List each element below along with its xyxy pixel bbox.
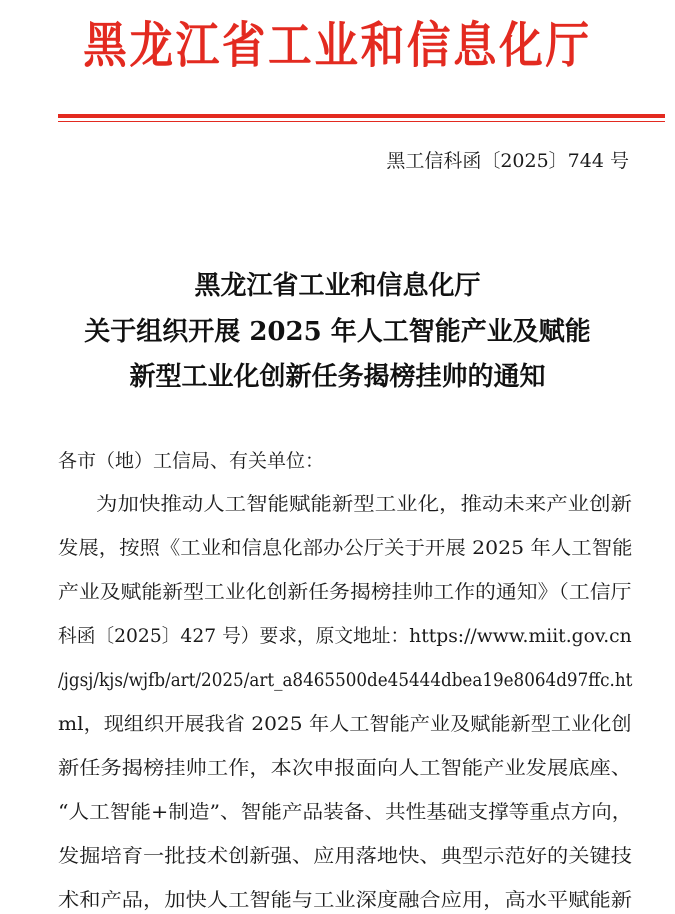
document-number: 黑工信科函〔2025〕744 号 — [386, 150, 629, 172]
notice-title-line-2: 关于组织开展 2025 年人工智能产业及赋能 — [84, 317, 591, 347]
masthead-rule-thin — [58, 121, 665, 122]
masthead-title: 黑龙江省工业和信息化厅 — [83, 16, 592, 74]
notice-title-line-3: 新型工业化创新任务揭榜挂帅的通知 — [129, 362, 546, 392]
addressee: 各市（地）工信局、有关单位： — [58, 450, 325, 472]
body-line: 科函〔2025〕427 号）要求，原文地址：https://www.miit.gov.cn — [58, 625, 632, 647]
body-line: 发掘培育一批技术创新强、应用落地快、典型示范好的关键技 — [58, 845, 633, 867]
body-line: ml，现组织开展我省 2025 年人工智能产业及赋能新型工业化创 — [58, 713, 632, 735]
body-line: 产业及赋能新型工业化创新任务揭榜挂帅工作的通知》（工信厅 — [58, 581, 632, 603]
body-line: 术和产品，加快人工智能与工业深度融合应用，高水平赋能新 — [58, 889, 633, 911]
masthead-rule-thick — [58, 114, 665, 118]
notice-title-line-1: 黑龙江省工业和信息化厅 — [194, 271, 481, 301]
body-line: /jgsj/kjs/wjfb/art/2025/art_a8465500de45444dbea19e8064d97ffc.ht — [58, 669, 633, 691]
body-line: 新任务揭榜挂帅工作，本次申报面向人工智能产业发展底座、 — [58, 757, 633, 779]
body-line: “人工智能+制造”、智能产品装备、共性基础支撑等重点方向， — [58, 801, 633, 823]
body-line: 为加快推动人工智能赋能新型工业化，推动未来产业创新 — [96, 493, 633, 515]
body-line: 发展，按照《工业和信息化部办公厅关于开展 2025 年人工智能 — [58, 537, 633, 559]
